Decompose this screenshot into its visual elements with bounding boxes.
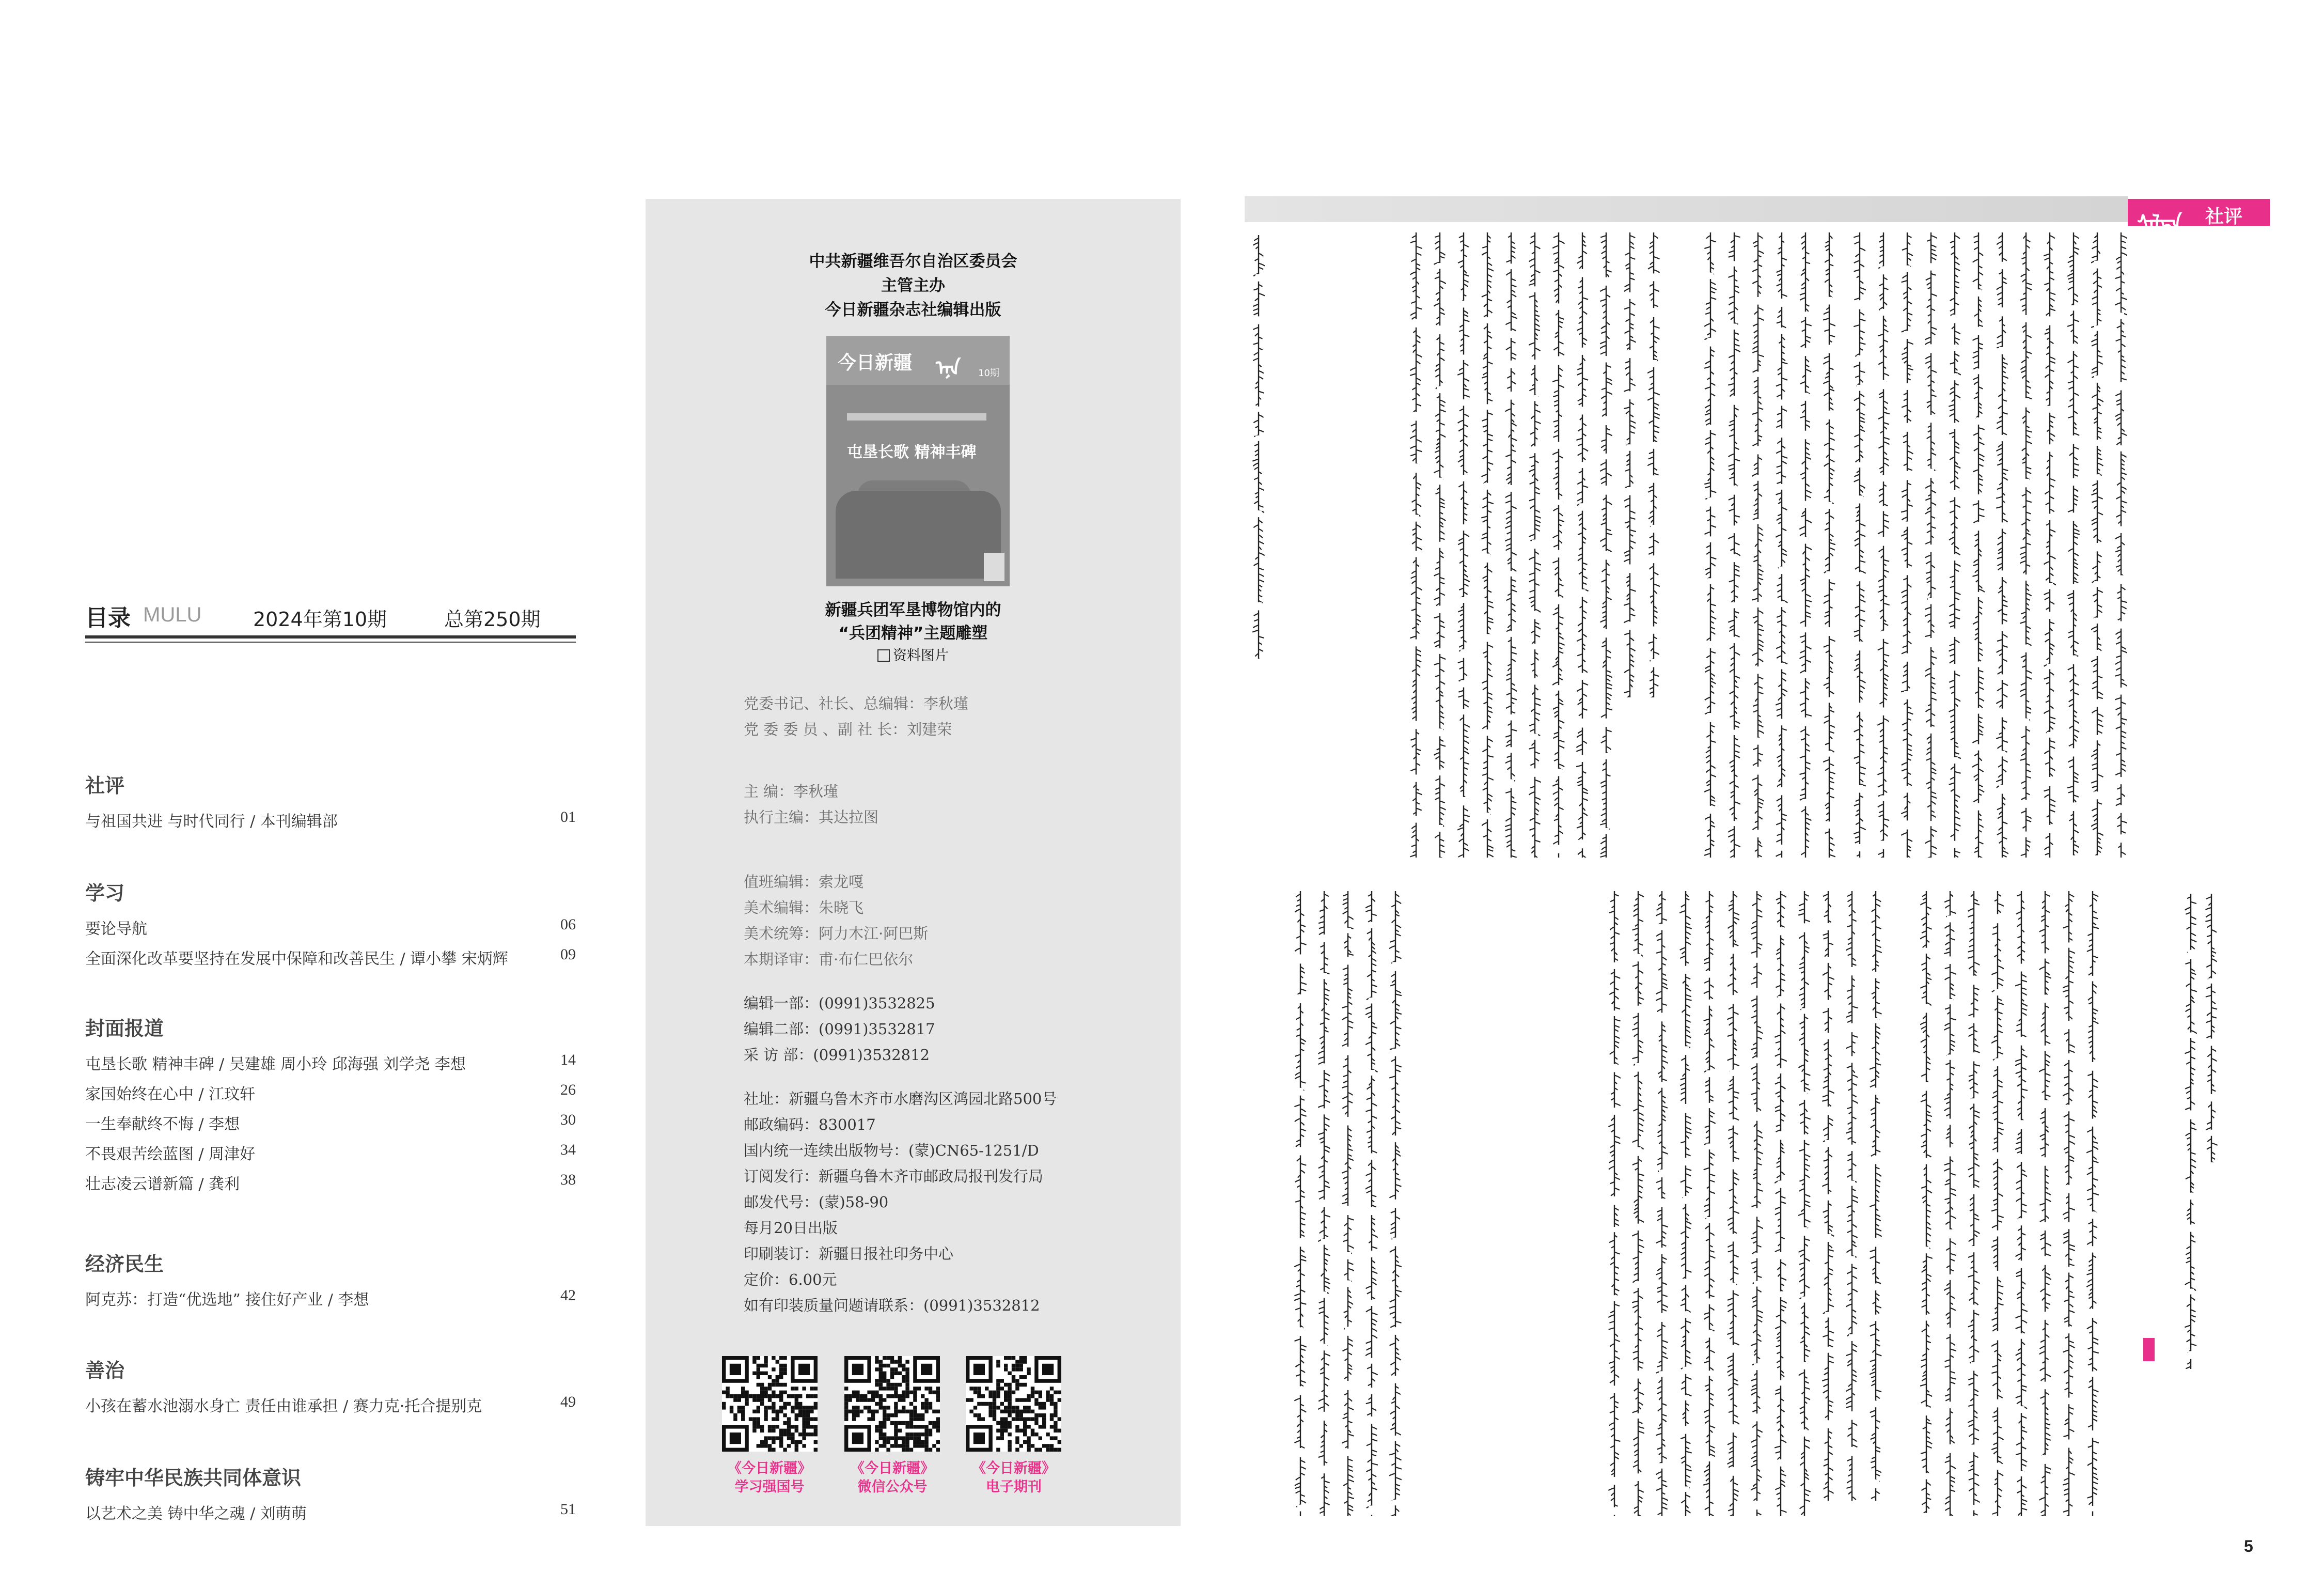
- mongolian-text-column: [1752, 232, 1762, 858]
- mongolian-text-column: [1632, 891, 1642, 1516]
- toc-entry[interactable]: [85, 1051, 576, 1081]
- mongolian-text-column: [1823, 232, 1833, 858]
- table-of-contents: [85, 599, 576, 1523]
- mongolian-text-column: [1968, 891, 1978, 1516]
- staff-line: 订阅发行：新疆乌鲁木齐市邮政局报刊发行局: [744, 1167, 1044, 1185]
- staff-line: 美术编辑：朱晓飞: [744, 899, 864, 916]
- mongolian-text-column: [2091, 232, 2101, 858]
- mongolian-text-column: [1727, 891, 1737, 1516]
- mongolian-text-column: [1600, 232, 1610, 858]
- mongolian-text-column: [1318, 891, 1328, 1516]
- staff-line: 值班编辑：索龙嘎: [744, 873, 864, 891]
- entry-title: 阿克苏：打造“优选地” 接住好产业 / 李想: [85, 1291, 369, 1309]
- toc-title: 目录: [85, 605, 131, 631]
- entry-title: 以艺术之美 铸中华之魂 / 刘萌萌: [85, 1505, 307, 1523]
- cover-issue-number: 10期: [978, 368, 999, 379]
- cover-sculpture: [836, 491, 1001, 579]
- entry-page: 09: [560, 946, 576, 963]
- section-title: 社评: [85, 774, 125, 797]
- mongolian-text-column: [1624, 232, 1634, 697]
- mongolian-text-column: [1822, 891, 1832, 1501]
- staff-line: 国内统一连续出版物号：(蒙)CN65-1251/D: [744, 1142, 1039, 1159]
- entry-title: 不畏艰苦绘蓝图 / 周津好: [85, 1145, 256, 1163]
- mongolian-text-column: [1870, 891, 1880, 1501]
- mongolian-text-column: [1647, 232, 1658, 697]
- mongolian-text-column: [1877, 232, 1888, 858]
- entry-page: 49: [560, 1393, 576, 1410]
- entry-title: 一生奉献终不悔 / 李想: [85, 1115, 240, 1133]
- toc-entry[interactable]: [85, 1171, 576, 1201]
- mongolian-text-column: [2020, 232, 2030, 858]
- mongolian-text-column: [2015, 891, 2025, 1516]
- mongolian-text-column: [1751, 891, 1761, 1516]
- mongolian-text-column: [1854, 232, 1864, 858]
- mongolian-text-column: [2044, 232, 2054, 858]
- entry-page: 51: [560, 1501, 576, 1518]
- staff-line: 每月20日出版: [744, 1219, 838, 1237]
- entry-title: 小孩在蓄水池溺水身亡 责任由谁承担 / 赛力克·托合提别克: [85, 1397, 482, 1415]
- mongolian-text-column: [1944, 891, 1954, 1516]
- qr-label: 《今日新疆》 微信公众号: [851, 1460, 934, 1495]
- mongolian-text-column: [1294, 891, 1305, 1516]
- mongolian-text-column: [1775, 891, 1785, 1516]
- staff-line: 美术统筹：阿力木江·阿巴斯: [744, 925, 929, 942]
- staff-line: 本期译审：甫·布仁巴依尔: [744, 951, 914, 968]
- staff-line: 党委书记、社长、总编辑：李秋瑾: [744, 695, 969, 712]
- section-title: 学习: [85, 882, 125, 905]
- toc-section: [85, 1248, 576, 1317]
- mongolian-text-column: [1996, 232, 2006, 858]
- toc-section: [85, 1462, 576, 1531]
- divider: [85, 642, 576, 643]
- mongolian-text-column: [1608, 891, 1619, 1516]
- mongolian-text-column: [1925, 232, 1935, 858]
- entry-title: 要论导航: [85, 920, 147, 938]
- end-mark: [2143, 1338, 2155, 1361]
- cover-credit: 资料图片: [646, 644, 1181, 664]
- entry-title: 家国始终在心中 / 江玟轩: [85, 1085, 256, 1103]
- sponsor-line: 中共新疆维吾尔自治区委员会: [809, 252, 1017, 271]
- toc-entry[interactable]: [85, 1111, 576, 1141]
- toc-section: [85, 1355, 576, 1423]
- staff-line: 执行主编：其达拉图: [744, 808, 879, 826]
- mongolian-text-column: [1576, 232, 1587, 858]
- mongolian-text-column: [1481, 232, 1491, 858]
- qr-label: 《今日新疆》 电子期刊: [972, 1460, 1056, 1495]
- cover-caption: “兵团精神”主题雕塑: [838, 624, 988, 643]
- toc-entry[interactable]: [85, 1287, 576, 1317]
- staff-line: 主 编：李秋瑾: [744, 783, 839, 800]
- cover-mongolian-line: [847, 413, 986, 421]
- cover-logo-mongolian: ᠡᠨᠡ: [936, 356, 961, 380]
- entry-title: 与祖国共进 与时代同行 / 本刊编辑部: [85, 813, 338, 831]
- cover-thumbnail[interactable]: [826, 336, 1010, 586]
- toc-entry[interactable]: [85, 1393, 576, 1423]
- header-band: [1245, 196, 2128, 222]
- mongolian-text-column: [2185, 894, 2195, 1369]
- entry-page: 34: [560, 1141, 576, 1158]
- cover-barcode: [984, 553, 1004, 581]
- staff-line: 印刷装订：新疆日报社印务中心: [744, 1245, 954, 1263]
- mongolian-text-column: [1901, 232, 1911, 858]
- mongolian-text-column: [2115, 232, 2125, 858]
- masthead-panel: [646, 199, 1181, 1526]
- mongolian-text-column: [1972, 232, 1983, 858]
- mongolian-text-column: [1703, 891, 1714, 1516]
- staff-line: 采 访 部：(0991)3532812: [744, 1046, 930, 1064]
- mongolian-text-column: [1552, 232, 1563, 858]
- entry-page: 30: [560, 1111, 576, 1128]
- toc-entry[interactable]: [85, 916, 576, 946]
- section-title: 善治: [85, 1359, 125, 1382]
- sponsor-line: 主管主办: [881, 276, 945, 295]
- section-tag-mongolian: ᠰᠡᠯᠲᠡ: [2137, 211, 2182, 233]
- staff-line: 编辑一部：(0991)3532825: [744, 994, 935, 1012]
- mongolian-text-column: [1457, 232, 1468, 858]
- staff-line: 邮政编码：830017: [744, 1116, 876, 1133]
- entry-page: 14: [560, 1051, 576, 1068]
- cover-headline: 屯垦长歌 精神丰碑: [847, 443, 977, 461]
- toc-title-pinyin: MULU: [143, 603, 202, 626]
- entry-page: 06: [560, 916, 576, 933]
- toc-entry[interactable]: [85, 1081, 576, 1111]
- cover-caption: 新疆兵团军垦博物馆内的: [825, 601, 1001, 619]
- mongolian-text-column: [1389, 891, 1400, 1516]
- section-title: 封面报道: [85, 1017, 164, 1040]
- square-icon: [877, 649, 890, 662]
- staff-line: 定价：6.00元: [744, 1271, 837, 1288]
- entry-page: 42: [560, 1287, 576, 1304]
- entry-title: 全面深化改革要坚持在发展中保障和改善民生 / 谭小攀 宋炳辉: [85, 950, 508, 968]
- mongolian-text-column: [1991, 891, 2002, 1516]
- qr-label: 《今日新疆》 学习强国号: [728, 1460, 811, 1495]
- toc-header: [85, 599, 576, 639]
- section-title: 铸牢中华民族共同体意识: [85, 1467, 302, 1489]
- qr-code-icon: [844, 1356, 940, 1452]
- toc-section: [85, 770, 576, 838]
- qr-code-xuexi[interactable]: [722, 1356, 818, 1452]
- mongolian-text-column: [1342, 891, 1352, 1516]
- staff-line: 邮发代号：(蒙)58-90: [744, 1193, 889, 1211]
- mongolian-text-column: [1920, 891, 1930, 1516]
- toc-section: [85, 877, 576, 976]
- toc-entry[interactable]: [85, 1141, 576, 1171]
- mongolian-text-column: [1656, 891, 1666, 1516]
- mongolian-text-column: [1704, 232, 1715, 858]
- staff-line: 社址：新疆乌鲁木齐市水磨沟区鸿园北路500号: [744, 1090, 1057, 1108]
- mongolian-text-column: [1505, 232, 1515, 858]
- toc-entry[interactable]: [85, 946, 576, 976]
- publisher-line: 今日新疆杂志社编辑出版: [825, 301, 1001, 319]
- mongolian-text-column: [1410, 232, 1420, 858]
- qr-code-icon: [966, 1356, 1061, 1452]
- toc-section: [85, 1013, 576, 1201]
- qr-code-ejournal[interactable]: [966, 1356, 1061, 1452]
- mongolian-text-column: [1949, 232, 1959, 858]
- mongolian-text-column: [1529, 232, 1539, 858]
- mongolian-text-column: [1434, 232, 1444, 858]
- mongolian-text-column: [1846, 891, 1856, 1501]
- issue-number: 2024年第10期: [253, 608, 387, 631]
- mongolian-text-column: [1799, 232, 1810, 858]
- entry-page: 26: [560, 1081, 576, 1098]
- entry-title: 壮志凌云谱新篇 / 龚利: [85, 1175, 240, 1193]
- mongolian-text-column: [1252, 235, 1263, 659]
- toc-entry[interactable]: [85, 1501, 576, 1531]
- mongolian-text-column: [1679, 891, 1690, 1516]
- qr-code-wechat[interactable]: [844, 1356, 940, 1452]
- entry-title: 屯垦长歌 精神丰碑 / 吴建雄 周小玲 邱海强 刘学尧 李想: [85, 1055, 466, 1073]
- mongolian-text-column: [1728, 232, 1738, 858]
- staff-line: 编辑二部：(0991)3532817: [744, 1020, 935, 1038]
- mongolian-text-column: [2067, 232, 2078, 858]
- total-issue-number: 总第250期: [444, 608, 541, 631]
- section-tag-chinese: 社评: [2205, 206, 2243, 227]
- mongolian-text-column: [2086, 891, 2097, 1516]
- qr-code-icon: [722, 1356, 818, 1452]
- mongolian-text-column: [2205, 894, 2216, 1162]
- entry-page: 38: [560, 1171, 576, 1188]
- mongolian-text-column: [2039, 891, 2049, 1516]
- section-tag: [2128, 199, 2270, 233]
- toc-entry[interactable]: [85, 808, 576, 838]
- staff-line: 如有印装质量问题请联系：(0991)3532812: [744, 1297, 1040, 1314]
- cover-logo: 今日新疆: [838, 352, 913, 373]
- mongolian-text-column: [2063, 891, 2073, 1516]
- mongolian-text-column: [1365, 891, 1376, 1516]
- mongolian-text-column: [1776, 232, 1786, 858]
- mongolian-text-column: [1798, 891, 1809, 1516]
- staff-line: 党 委 委 员 、副 社 长：刘建荣: [744, 721, 952, 738]
- entry-page: 01: [560, 808, 576, 826]
- page-number: 5: [2244, 1537, 2253, 1555]
- section-title: 经济民生: [85, 1253, 164, 1275]
